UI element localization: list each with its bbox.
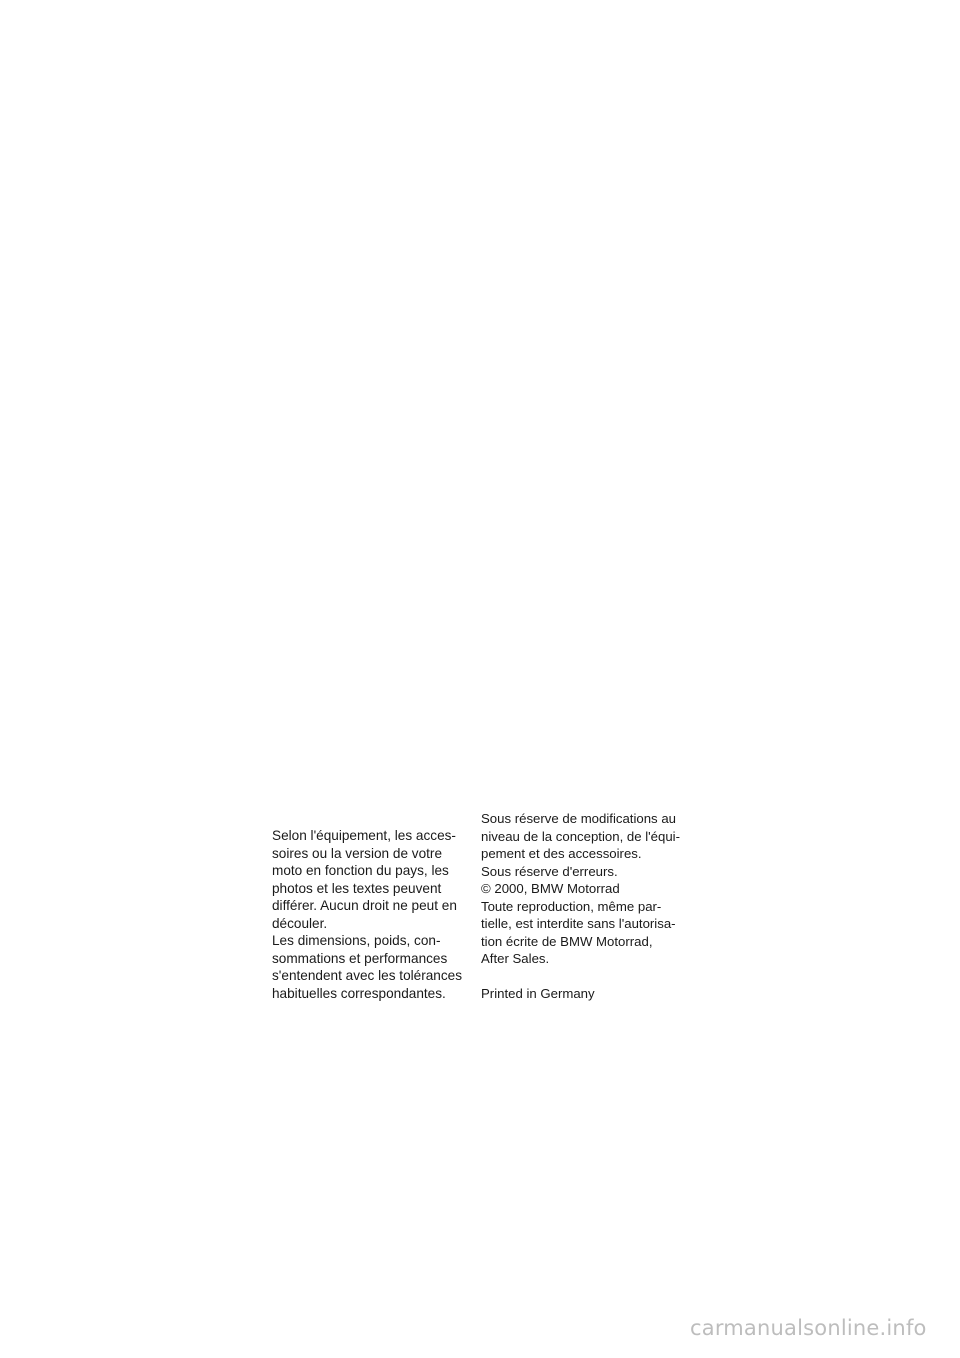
text-line: pement et des accessoires. bbox=[481, 846, 642, 861]
legal-notice-equipment bbox=[272, 827, 472, 1002]
text-line: habituelles correspondantes. bbox=[272, 985, 446, 1001]
text-line: niveau de la conception, de l'équi- bbox=[481, 828, 681, 844]
text-line: différer. Aucun droit ne peut en bbox=[272, 898, 457, 913]
legal-notice-copyright bbox=[481, 810, 696, 1003]
text-line: Selon l'équipement, les acces- bbox=[272, 828, 456, 843]
text-line: soires ou la version de votre bbox=[272, 845, 443, 861]
blank-line bbox=[481, 968, 696, 986]
text-line: s'entendent avec les tolérances bbox=[272, 968, 463, 983]
text-line: Sous réserve de modifications au bbox=[481, 811, 676, 826]
printed-in-label: Printed in Germany bbox=[481, 986, 595, 1001]
text-line: After Sales. bbox=[481, 951, 550, 966]
text-line: sommations et performances bbox=[272, 950, 448, 966]
text-line: tion écrite de BMW Motorrad, bbox=[481, 933, 653, 949]
text-line: Sous réserve d'erreurs. bbox=[481, 863, 618, 879]
text-line: découler. bbox=[272, 915, 328, 931]
text-line: Les dimensions, poids, con- bbox=[272, 933, 441, 948]
text-line: photos et les textes peuvent bbox=[272, 880, 442, 896]
text-line: moto en fonction du pays, les bbox=[272, 863, 449, 878]
watermark-text: carmanualsonline.info bbox=[690, 1316, 927, 1340]
text-line: Toute reproduction, même par- bbox=[481, 898, 662, 914]
text-line: tielle, est interdite sans l'autorisa- bbox=[481, 916, 676, 931]
copyright-line: © 2000, BMW Motorrad bbox=[481, 881, 620, 896]
